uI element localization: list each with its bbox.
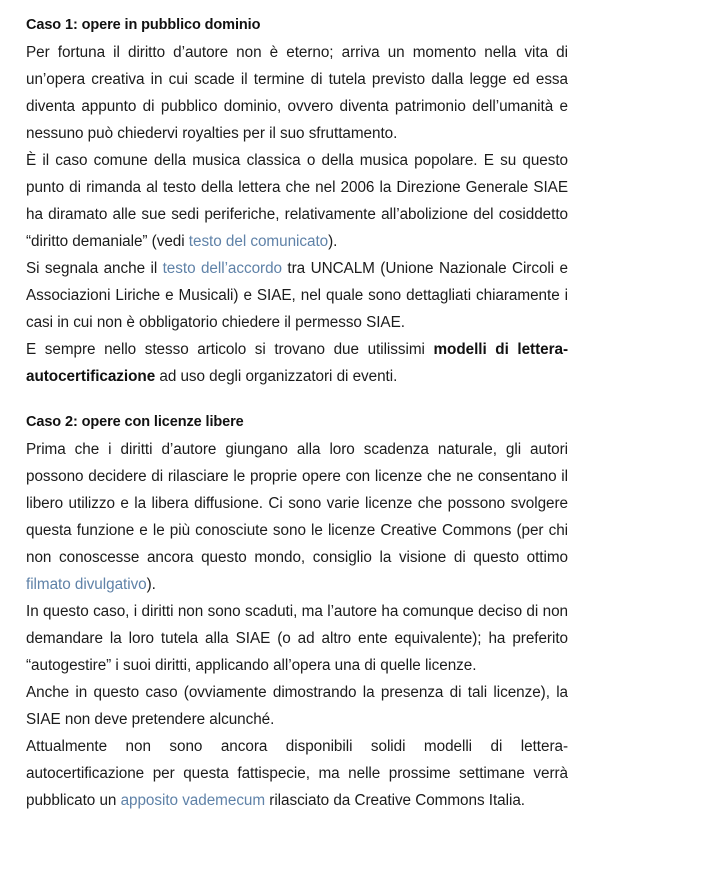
inline-text: ad uso degli organizzatori di eventi. — [155, 368, 398, 385]
paragraph-caso2-p2 — [26, 598, 568, 679]
paragraph-caso1-p4 — [26, 336, 568, 390]
document-body — [26, 12, 568, 814]
inline-text: Si segnala anche il — [26, 260, 163, 277]
inline-text: ). — [146, 576, 156, 593]
document-section-caso-1 — [26, 12, 568, 390]
inline-bold-text: modelli di lettera-autocertificazione — [26, 341, 568, 385]
inline-text: E sempre nello stesso articolo si trovano due utilissimi — [26, 341, 434, 358]
paragraph-caso2-p4 — [26, 733, 568, 814]
paragraph-caso1-p2 — [26, 147, 568, 255]
inline-link[interactable]: testo dell’accordo — [162, 260, 282, 277]
inline-text: tra UNCALM (Unione Nazionale Circoli e Associazioni Liriche e Musicali) e SIAE, nel quale sono dettagliati chiaramente i casi in cui non è obbligatorio chiedere il permesso SIAE. — [26, 260, 568, 331]
section-heading-caso-1: Caso 1: opere in pubblico dominio — [26, 17, 261, 33]
inline-link[interactable]: apposito vademecum — [120, 792, 266, 809]
document-section-caso-2 — [26, 409, 568, 814]
inline-link[interactable]: testo del comunicato — [188, 233, 329, 250]
inline-text: Attualmente non sono ancora disponibili solidi modelli di lettera-autocertificazione per questa fattispecie, ma nelle prossime settimane verrà pubblicato un — [26, 738, 568, 809]
paragraph-caso1-p3 — [26, 255, 568, 336]
inline-text: È il caso comune della musica classica o della musica popolare. E su questo punto di rimanda al testo della lettera che nel 2006 la Direzione Generale SIAE ha diramato alle sue sedi periferiche, relativamente all’abolizione del cosiddetto “diritto demaniale” (vedi — [26, 152, 568, 250]
inline-text: rilasciato da Creative Commons Italia. — [265, 792, 525, 809]
inline-text: Anche in questo caso (ovviamente dimostrando la presenza di tali licenze), la SIAE non deve pretendere alcunché. — [26, 684, 568, 728]
inline-text: Prima che i diritti d’autore giungano alla loro scadenza naturale, gli autori possono decidere di rilasciare le proprie opere con licenze che ne consentano il libero utilizzo e la libera diffusione. Ci sono varie licenze che possono svolgere questa funzione e le più conosciute sono le licenze Creative Commons (per chi non conoscesse ancora questo mondo, consiglio la visione di questo ottimo — [26, 441, 568, 566]
paragraph-caso2-p3 — [26, 679, 568, 733]
inline-text: Per fortuna il diritto d’autore non è eterno; arriva un momento nella vita di un’opera creativa in cui scade il termine di tutela previsto dalla legge ed essa diventa appunto di pubblico dominio, ovvero diventa patrimonio dell’umanità e nessuno può chiedervi royalties per il suo sfruttamento. — [26, 44, 568, 142]
inline-text: In questo caso, i diritti non sono scaduti, ma l’autore ha comunque deciso di non demandare la loro tutela alla SIAE (o ad altro ente equivalente); ha preferito “autogestire” i suoi diritti, applicando all’opera una di quelle licenze. — [26, 603, 568, 674]
inline-link[interactable]: filmato divulgativo — [26, 576, 147, 593]
section-heading-caso-2: Caso 2: opere con licenze libere — [26, 414, 244, 430]
paragraph-caso2-p1 — [26, 436, 568, 598]
inline-text: ). — [328, 233, 338, 250]
paragraph-caso1-p1 — [26, 39, 568, 147]
